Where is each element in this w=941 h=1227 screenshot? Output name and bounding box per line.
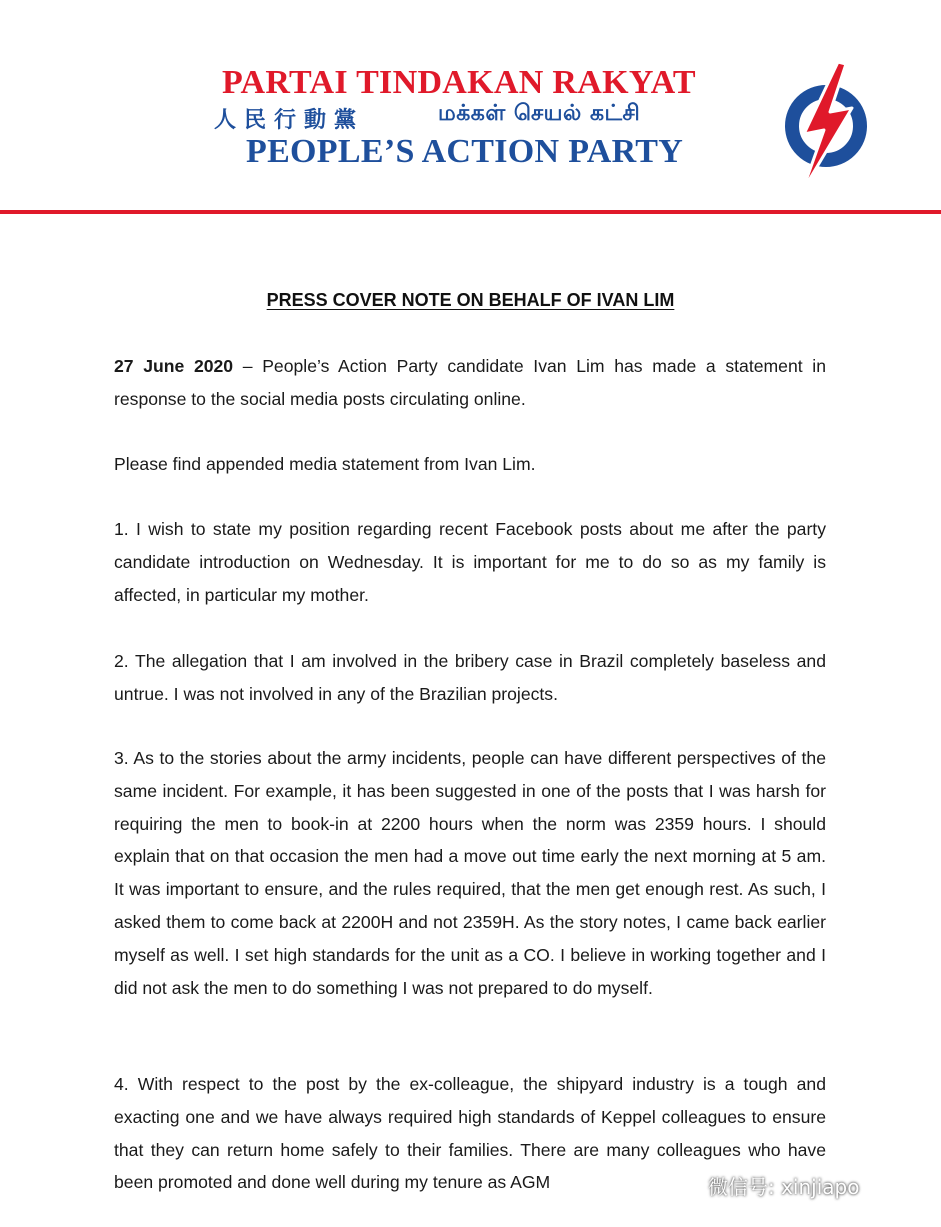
append-note: Please find appended media statement from Ivan Lim. [114,454,536,474]
intro-date: 27 June 2020 [114,356,234,376]
statement-paragraph-4: 4. With respect to the post by the ex-colleague, the shipyard industry is a tough and exacting one and we have always required high standards of Keppel colleagues to ensure that they can return home safely to their families. There are many colleagues who have been promoted and done well during my tenure as AGM [114,1074,826,1193]
wechat-watermark [672,1170,859,1200]
pap-lightning-logo-icon [776,60,880,194]
intro-paragraph [114,350,826,416]
wechat-icon [672,1172,702,1198]
watermark-text: 微信号: xinjiapo [708,1174,860,1199]
letterhead-divider [0,210,941,214]
document-title: PRESS COVER NOTE ON BEHALF OF IVAN LIM [266,290,675,310]
party-name-tamil: மக்கள் செயல் கட்சி [438,101,641,126]
party-name-chinese: 人民行動黨 [214,108,365,133]
letterhead [0,0,941,216]
statement-paragraph-2: 2. The allegation that I am involved in the bribery case in Brazil completely baseless and untrue. I was not involved in any of the Brazilian projects. [114,651,826,704]
party-name-english: PEOPLE’S ACTION PARTY [246,133,684,170]
statement-paragraph-1: 1. I wish to state my position regarding recent Facebook posts about me after the party candidate introduction on Wednesday. It is important for me to do so as my family is affected, in particular my mother. [114,519,826,605]
intro-text: – People’s Action Party candidate Ivan Lim has made a statement in response to the social media posts circulating online. [114,356,826,409]
party-name-malay: PARTAI TINDAKAN RAKYAT [222,64,696,101]
statement-paragraph-3: 3. As to the stories about the army incidents, people can have different perspectives of the same incident. For example, it has been suggested in one of the posts that I was harsh for requiring the men to book-in at 2200 hours when the norm was 2359 hours. I should explain that on that occasion the men had a move out time early the next morning at 5 am. It was important to ensure, and the rules required, that the men get enough rest. As such, I asked them to come back at 2200H and not 2359H. As the story notes, I came back earlier myself as well. I set high standards for the unit as a CO. I believe in working together and I did not ask the men to do something I was not prepared to do myself. [114,748,826,998]
